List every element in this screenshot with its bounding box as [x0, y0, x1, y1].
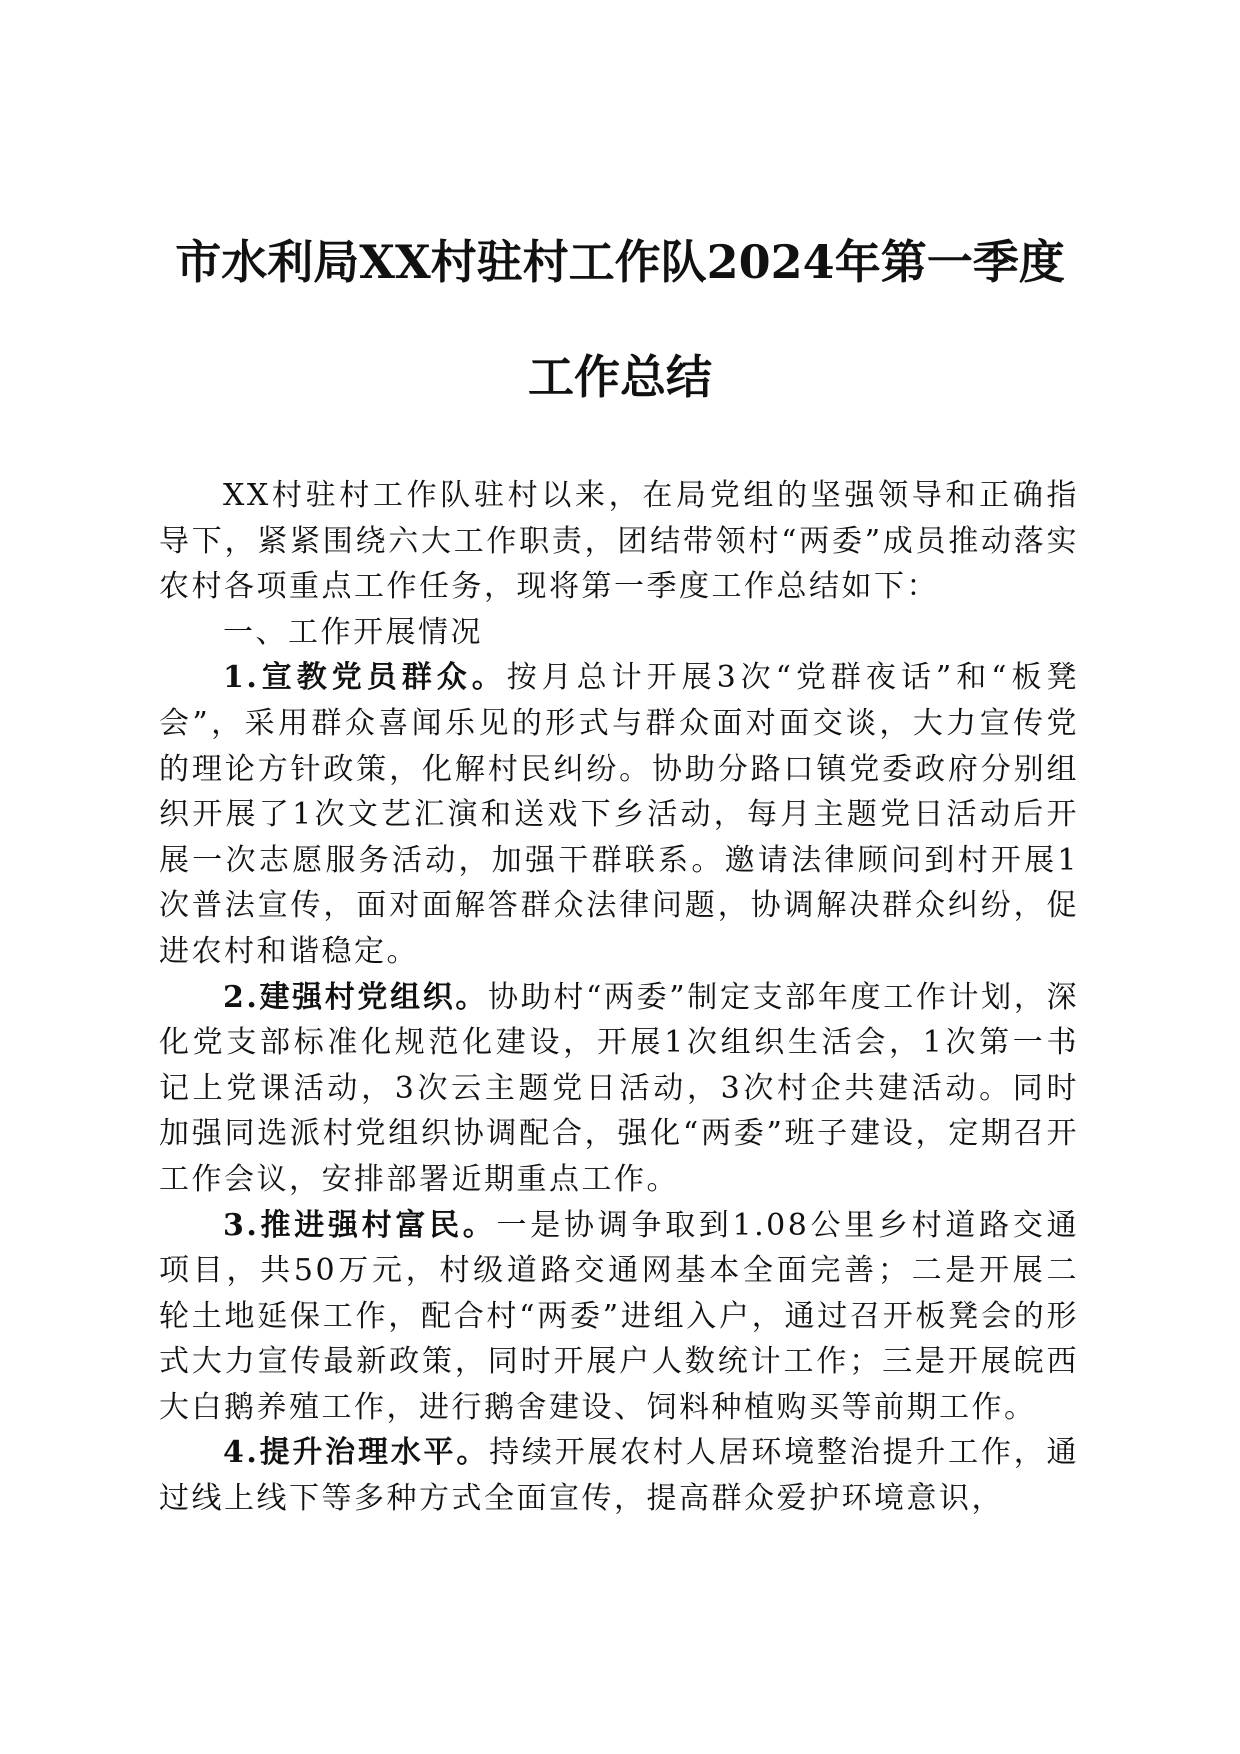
item-paragraph-1 [159, 655, 1079, 974]
document-body [159, 473, 1079, 1522]
item-text-1: 按月总计开展3次“党群夜话”和“板凳会”，采用群众喜闻乐见的形式与群众面对面交谈，大力宣传党的理论方针政策，化解村民纠纷。协助分路口镇党委政府分别组织开展了1次文艺汇演和送戏下乡活动，每月主题党日活动后开展一次志愿服务活动，加强干群联系。邀请法律顾问到村开展1次普法宣传，面对面解答群众法律问题，协调解决群众纠纷，促进农村和谐稳定。 [159, 660, 1079, 969]
item-lead-1: 1.宣教党员群众。 [223, 660, 507, 696]
item-text-4: 持续开展农村人居环境整治提升工作，通过线上线下等多种方式全面宣传，提高群众爱护环境意识， [159, 1435, 1080, 1517]
item-lead-3: 3.推进强村富民。 [223, 1207, 497, 1243]
item-lead-2: 2.建强村党组织。 [223, 979, 489, 1015]
document-title-line-2: 工作总结 [528, 350, 712, 404]
item-lead-4: 4.提升治理水平。 [223, 1435, 490, 1471]
intro-paragraph: XX村驻村工作队驻村以来，在局党组的坚强领导和正确指导下，紧紧围绕六大工作职责，团结带领村“两委”成员推动落实农村各项重点工作任务，现将第一季度工作总结如下： [159, 478, 1079, 605]
item-paragraph-2 [159, 975, 1079, 1203]
item-text-2: 协助村“两委”制定支部年度工作计划，深化党支部标准化规范化建设，开展1次组织生活会，1次第一书记上党课活动，3次云主题党日活动，3次村企共建活动。同时加强同选派村党组织协调配合，强化“两委”班子建设，定期召开工作会议，安排部署近期重点工作。 [159, 979, 1079, 1197]
item-text-3: 一是协调争取到1.08公里乡村道路交通项目，共50万元，村级道路交通网基本全面完善；二是开展二轮土地延保工作，配合村“两委”进组入户，通过召开板凳会的形式大力宣传最新政策，同时开展户人数统计工作；三是开展皖西大白鹅养殖工作，进行鹅舍建设、饲料种植购买等前期工作。 [159, 1207, 1079, 1425]
item-paragraph-4 [159, 1430, 1079, 1521]
document-title-line-1: 市水利局XX村驻村工作队2024年第一季度 [175, 235, 1065, 289]
section-heading: 一、工作开展情况 [223, 614, 483, 650]
item-paragraph-3 [159, 1203, 1079, 1431]
